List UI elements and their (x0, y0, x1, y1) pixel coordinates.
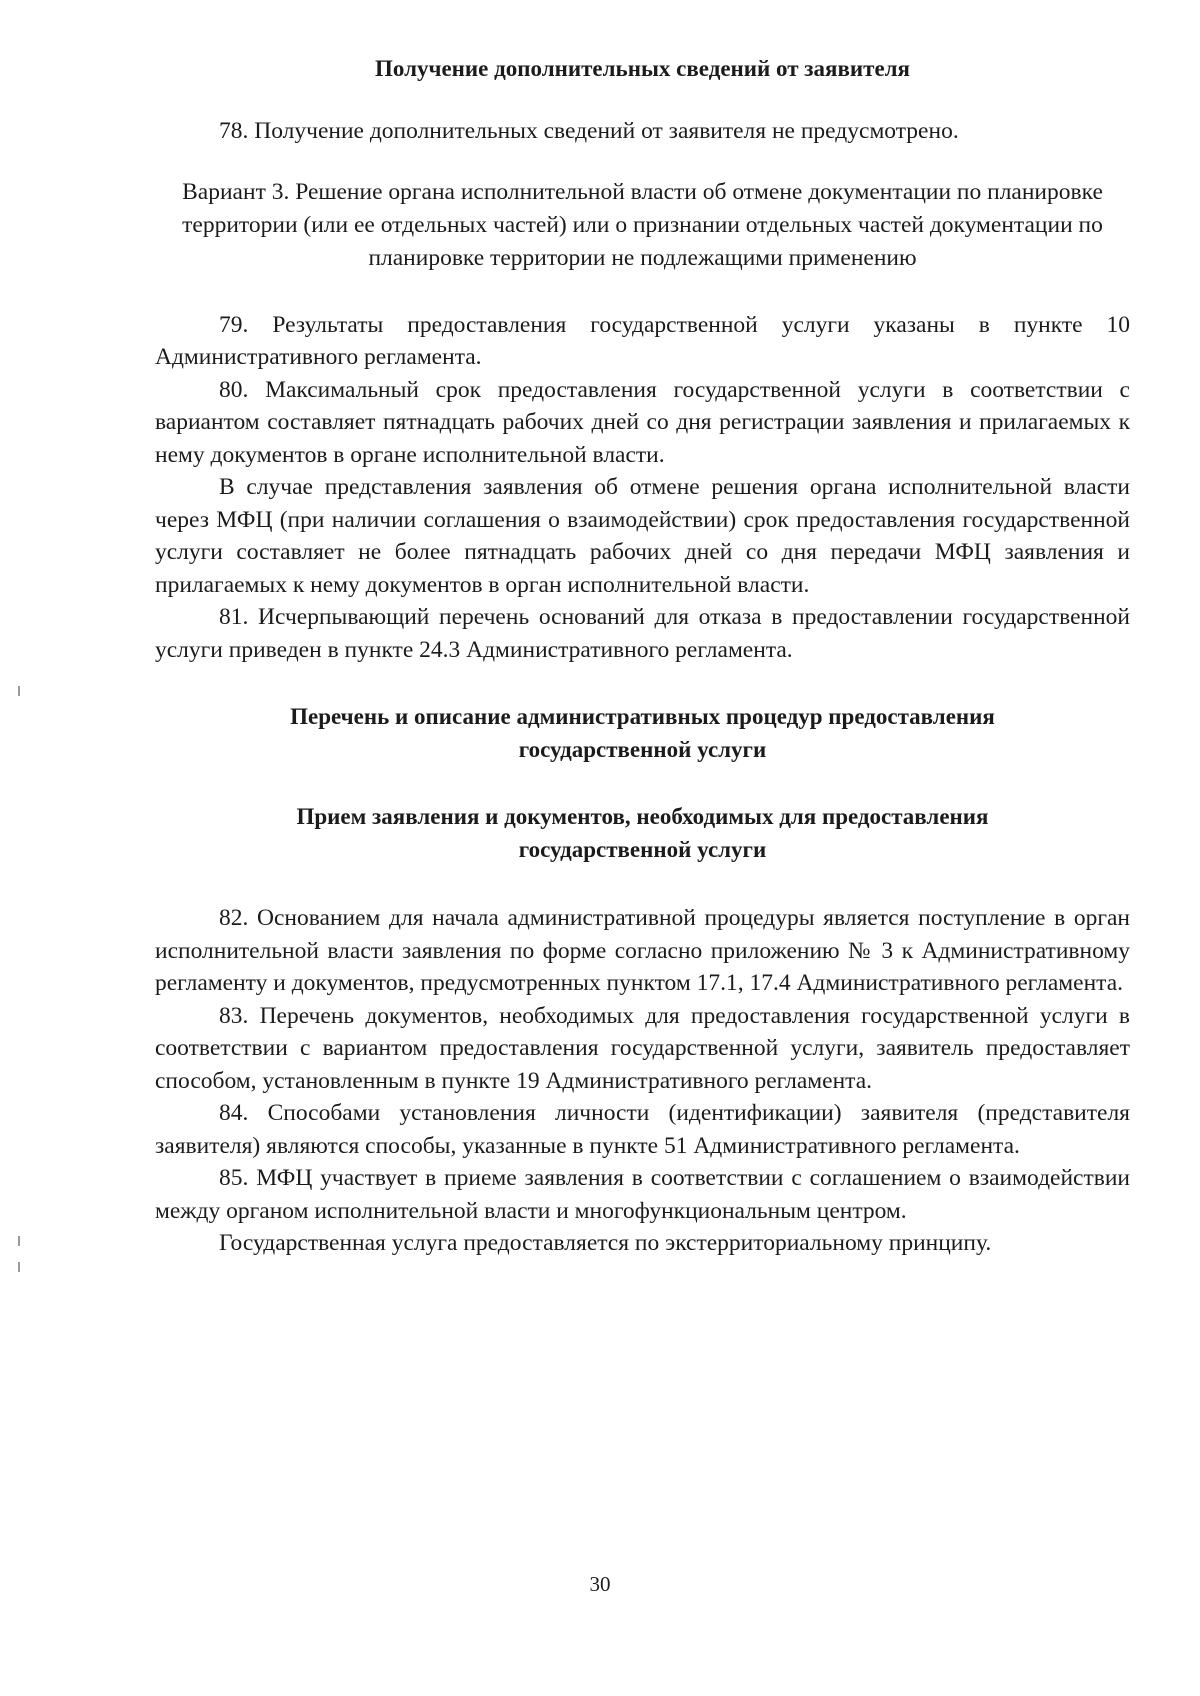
paragraph-85-exterritorial: Государственная услуга предоставляется по экстерриториальному принципу. (219, 1230, 992, 1256)
scan-artifact (18, 1262, 20, 1272)
paragraph-85: 85. МФЦ участвует в приеме заявления в соответствии с соглашением о взаимодействии между органом исполнительной власти и многофункциональным центром. (155, 1165, 1130, 1224)
paragraph-78: 78. Получение дополнительных сведений от заявителя не предусмотрено. (219, 118, 959, 144)
paragraph-79: 79. Результаты предоставления государственной услуги указаны в пункте 10 Административного регламента. (155, 311, 1130, 370)
paragraph-80-mfc: В случае представления заявления об отмене решения органа исполнительной власти через МФЦ (при наличии соглашения о взаимодействии) срок предоставления государственной услуги составляет не более пятнадцать рабочих дней со дня передачи МФЦ заявления и прилагаемых к нему документов в орган исполнительной власти. (155, 474, 1130, 598)
document-page (155, 52, 1130, 1260)
variant-3-title: Вариант 3. Решение органа исполнительной власти об отмене документации по планировке территории (или ее отдельных частей) или о признании отдельных частей документации по планировке территории не подлежащими применению (182, 178, 1103, 271)
paragraph-80: 80. Максимальный срок предоставления государственной услуги в соответствии с вариантом составляет пятнадцать рабочих дней со дня регистрации заявления и прилагаемых к нему документов в органе исполнительной власти. (155, 376, 1130, 468)
scan-artifact (18, 1236, 20, 1246)
scan-artifact (18, 686, 20, 696)
paragraph-81: 81. Исчерпывающий перечень оснований для отказа в предоставлении государственной услуги приведен в пункте 24.3 Административного регламента. (155, 604, 1130, 663)
paragraph-84: 84. Способами установления личности (идентификации) заявителя (представителя заявителя) являются способы, указанные в пункте 51 Административного регламента. (155, 1100, 1130, 1159)
section-heading-reception: Прием заявления и документов, необходимых для предоставления государственной услуги (296, 804, 989, 862)
section-heading-procedures: Перечень и описание административных процедур предоставления государственной услуги (290, 704, 995, 762)
page-number: 30 (589, 1572, 611, 1596)
paragraph-82: 82. Основанием для начала административной процедуры является поступление в орган исполнительной власти заявления по форме согласно приложению № 3 к Административному регламенту и документов, предусмотренных пунктом 17.1, 17.4 Административного регламента. (155, 905, 1130, 996)
paragraph-83: 83. Перечень документов, необходимых для предоставления государственной услуги в соответствии с вариантом предоставления государственной услуги, заявитель предоставляет способом, установленным в пункте 19 Административного регламента. (155, 1002, 1130, 1094)
section-heading-additional-info: Получение дополнительных сведений от заявителя (375, 56, 910, 81)
